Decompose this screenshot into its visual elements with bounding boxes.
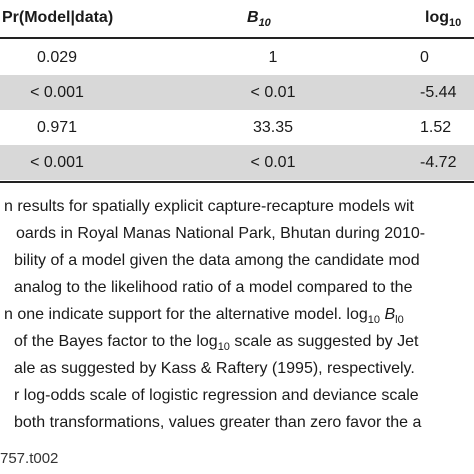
caption-line: n results for spatially explicit capture-recapture models wit — [4, 198, 414, 215]
table-header-row — [0, 0, 474, 35]
caption-line: ale as suggested by Kass & Raftery (1995), respectively. — [14, 360, 415, 377]
cell-bayes-factor: < 0.01 — [250, 84, 296, 101]
cell-bayes-factor: < 0.01 — [250, 154, 296, 171]
caption-line: oards in Royal Manas National Park, Bhutan during 2010- — [16, 225, 426, 242]
header-bayes-factor: $B_{10}$ — [247, 9, 271, 29]
caption-line: both transformations, values greater than zero favor the a — [14, 414, 422, 431]
cell-probability: < 0.001 — [30, 84, 84, 101]
table-top-rule — [0, 37, 474, 39]
cell-probability: < 0.001 — [30, 154, 84, 171]
table-row — [0, 145, 474, 180]
caption-line: r log-odds scale of logistic regression and deviance scale — [14, 387, 419, 404]
cell-bayes-factor: 1 — [268, 49, 278, 66]
header-model-probability: Pr(Model|data) — [2, 9, 114, 26]
caption-line: analog to the likelihood ratio of a model compared to the — [14, 279, 413, 296]
cell-probability: 0.971 — [36, 119, 78, 136]
doi-label: 757.t002 — [0, 450, 59, 467]
caption-line: of the Bayes factor to the $\log_{10}$ scale as suggested by Jet — [14, 333, 419, 353]
caption-line: bility of a model given the data among the candidate mod — [14, 252, 420, 269]
cell-log10: -5.44 — [420, 84, 457, 101]
cell-probability: 0.029 — [36, 49, 78, 66]
cell-log10: 1.52 — [420, 119, 452, 136]
cell-log10: -4.72 — [420, 154, 457, 171]
table-row — [0, 110, 474, 145]
caption-line: n one indicate support for the alternative model. $\log_{10} B_{l0}$ — [4, 306, 404, 326]
header-log10: $\log_{10}$ — [425, 9, 462, 29]
cell-bayes-factor: 33.35 — [252, 119, 294, 136]
cell-log10: 0 — [420, 49, 429, 66]
table-row — [0, 75, 474, 110]
table-bottom-rule — [0, 181, 474, 183]
table-row — [0, 40, 474, 75]
